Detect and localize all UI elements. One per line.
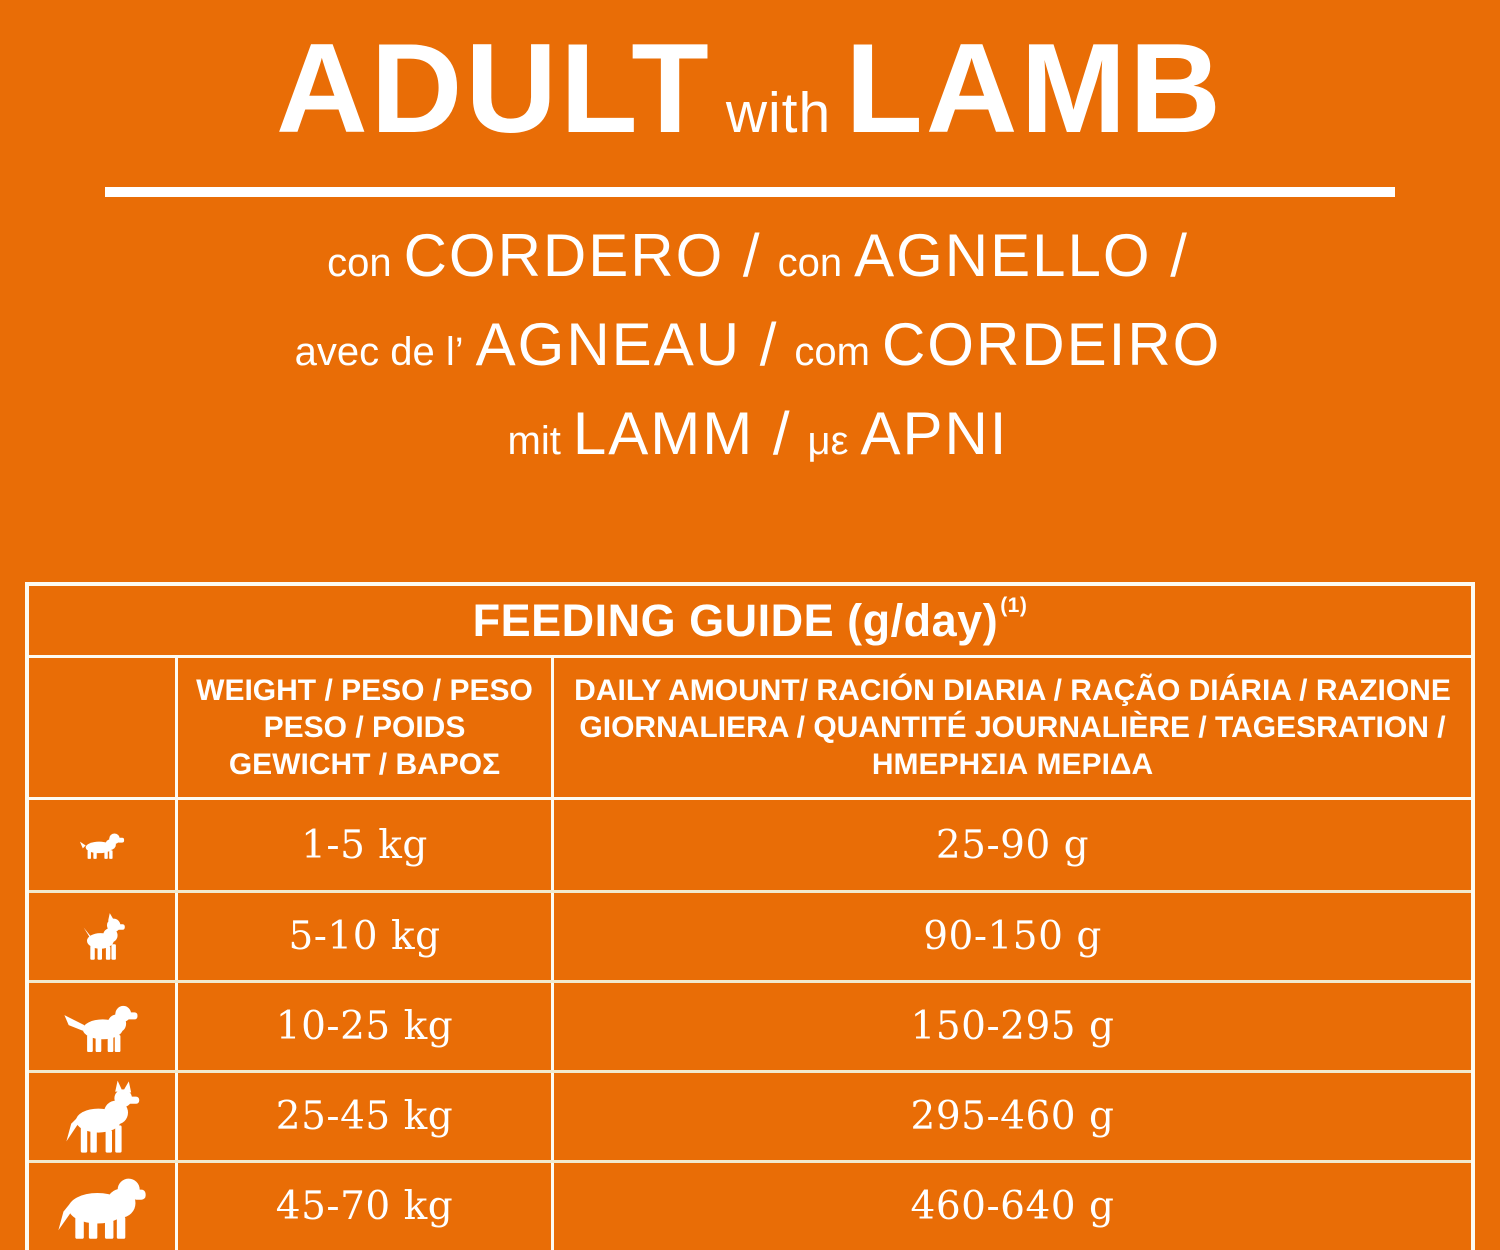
table-row xyxy=(29,980,1471,1070)
feeding-guide-table xyxy=(25,582,1475,1250)
header xyxy=(0,17,1500,486)
weight-header-line: GEWICHT / ΒΑΡΟΣ xyxy=(228,748,501,782)
weight-value: 1-5 kg xyxy=(175,800,551,890)
amount-value: 295-460 g xyxy=(551,1073,1471,1160)
subtitle-word: AGNELLO / xyxy=(854,222,1189,290)
table-row xyxy=(29,800,1471,890)
caption-footnote-marker: (1) xyxy=(1000,593,1028,617)
dog-size-cell xyxy=(29,983,175,1070)
amount-header-line: DAILY AMOUNT/ RACIÓN DIARIA / RAÇÃO DIÁRIA / RAZIONE xyxy=(574,674,1451,708)
page-title xyxy=(0,17,1500,159)
weight-header-line: PESO / POIDS xyxy=(263,711,466,745)
dog-size-cell xyxy=(29,800,175,890)
dog-size-cell xyxy=(29,893,175,980)
subtitle-word: con xyxy=(777,241,843,286)
subtitle-word: AGNEAU / xyxy=(475,311,779,379)
title-divider xyxy=(105,187,1395,197)
weight-value: 45-70 kg xyxy=(175,1163,551,1250)
subtitle-word: mit xyxy=(507,419,561,464)
weight-column-header xyxy=(175,658,551,797)
amount-value: 25-90 g xyxy=(551,800,1471,890)
subtitle-word: com xyxy=(794,330,870,375)
table-header-row xyxy=(29,658,1471,800)
subtitle-word: LAMM / xyxy=(572,400,792,468)
subtitle-line-2 xyxy=(0,308,1500,397)
weight-value: 25-45 kg xyxy=(175,1073,551,1160)
feeding-guide-caption xyxy=(29,586,1471,658)
dog-size-cell xyxy=(29,1163,175,1250)
medium-dog-icon xyxy=(63,998,141,1055)
amount-column-header xyxy=(551,658,1471,797)
table-row xyxy=(29,890,1471,980)
subtitle-translations xyxy=(0,219,1500,486)
amount-header-line: GIORNALIERA / QUANTITÉ JOURNALIÈRE / TAGESRATION / xyxy=(579,711,1446,745)
weight-value: 10-25 kg xyxy=(175,983,551,1070)
amount-value: 150-295 g xyxy=(551,983,1471,1070)
subtitle-word: με xyxy=(807,419,849,464)
giant-dog-icon xyxy=(53,1171,151,1243)
large-dog-icon xyxy=(60,1079,144,1155)
amount-value: 90-150 g xyxy=(551,893,1471,980)
table-row xyxy=(29,1160,1471,1250)
weight-value: 5-10 kg xyxy=(175,893,551,980)
table-row xyxy=(29,1070,1471,1160)
title-adult: ADULT xyxy=(275,17,712,159)
toy-dog-icon xyxy=(78,828,126,862)
subtitle-word: ΑΡΝΙ xyxy=(860,400,1009,468)
subtitle-word: CORDEIRO xyxy=(881,311,1222,379)
caption-text: FEEDING GUIDE (g/day) xyxy=(472,594,999,646)
subtitle-line-3 xyxy=(0,397,1500,486)
subtitle-word: CORDERO / xyxy=(403,222,762,290)
dog-size-cell xyxy=(29,1073,175,1160)
amount-header-line: ΗΜΕΡΗΣΙΑ ΜΕΡΙΔΑ xyxy=(871,748,1154,782)
amount-value: 460-640 g xyxy=(551,1163,1471,1250)
icon-column-header xyxy=(29,658,175,797)
title-with: with xyxy=(725,81,832,145)
small-dog-icon xyxy=(77,912,127,962)
subtitle-word: con xyxy=(327,241,392,286)
subtitle-word: avec de l’ xyxy=(294,330,464,375)
weight-header-line: WEIGHT / PESO / PESO xyxy=(196,674,533,708)
title-lamb: LAMB xyxy=(845,17,1225,159)
subtitle-line-1 xyxy=(0,219,1500,308)
